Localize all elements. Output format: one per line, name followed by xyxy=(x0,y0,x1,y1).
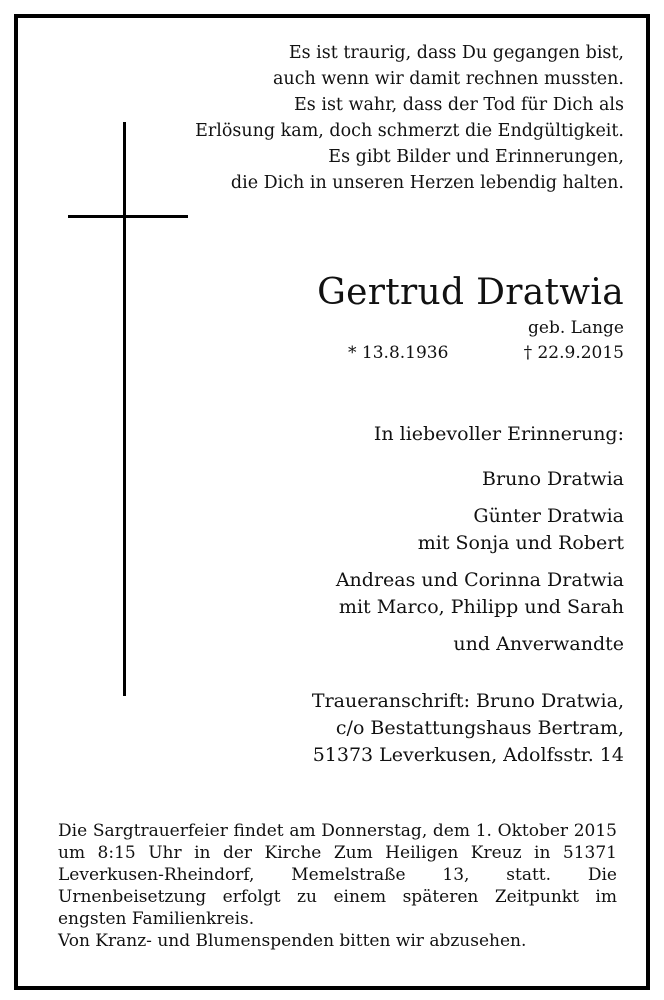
mourner xyxy=(336,567,624,621)
poem-line: Erlösung kam, doch schmerzt die Endgültigkeit. xyxy=(195,121,624,141)
mourner-name: Andreas und Corinna Dratwia xyxy=(335,569,624,591)
mourning-address xyxy=(312,688,624,769)
mourner-family: mit Sonja und Robert xyxy=(417,532,624,554)
ceremony-text: Die Sargtrauerfeier findet am Donnerstag, dem 1. Oktober 2015 um 8:15 Uhr in der Kirche Zum Heiligen Kreuz in 51371 Leverkusen-Rheindorf, Memelstraße 13, statt. Die Urnenbeisetzung erfolgt zu einem späteren Zeitpunkt im engsten Familienkreis. xyxy=(58,821,617,929)
mourner xyxy=(336,466,624,493)
cross-icon xyxy=(123,122,126,696)
birth-date: * 13.8.1936 xyxy=(348,343,449,363)
poem-line: die Dich in unseren Herzen lebendig halten. xyxy=(230,173,624,193)
mourners-list xyxy=(336,466,624,668)
poem-line: auch wenn wir damit rechnen mussten. xyxy=(272,69,624,89)
memory-heading: In liebevoller Erinnerung: xyxy=(373,423,624,445)
cross-bar xyxy=(68,215,188,218)
memorial-poem xyxy=(195,40,624,196)
mourner xyxy=(336,631,624,658)
address-line: c/o Bestattungshaus Bertram, xyxy=(335,717,624,739)
mourner-name: und Anverwandte xyxy=(453,633,624,655)
obituary-card xyxy=(14,14,650,990)
poem-line: Es ist wahr, dass der Tod für Dich als xyxy=(294,95,624,115)
mourner-name: Bruno Dratwia xyxy=(482,468,624,490)
mourner-name: Günter Dratwia xyxy=(473,505,624,527)
deceased-name: Gertrud Dratwia xyxy=(317,272,624,313)
funeral-notice xyxy=(58,820,617,952)
mourner-family: mit Marco, Philipp und Sarah xyxy=(338,596,624,618)
address-line: Traueranschrift: Bruno Dratwia, xyxy=(311,690,624,712)
birth-name: geb. Lange xyxy=(528,318,624,338)
flowers-text: Von Kranz- und Blumenspenden bitten wir abzusehen. xyxy=(58,931,527,951)
death-date: † 22.9.2015 xyxy=(523,343,624,363)
address-line: 51373 Leverkusen, Adolfsstr. 14 xyxy=(312,744,624,766)
poem-line: Es gibt Bilder und Erinnerungen, xyxy=(328,147,624,167)
poem-line: Es ist traurig, dass Du gegangen bist, xyxy=(288,43,624,63)
mourner xyxy=(336,503,624,557)
